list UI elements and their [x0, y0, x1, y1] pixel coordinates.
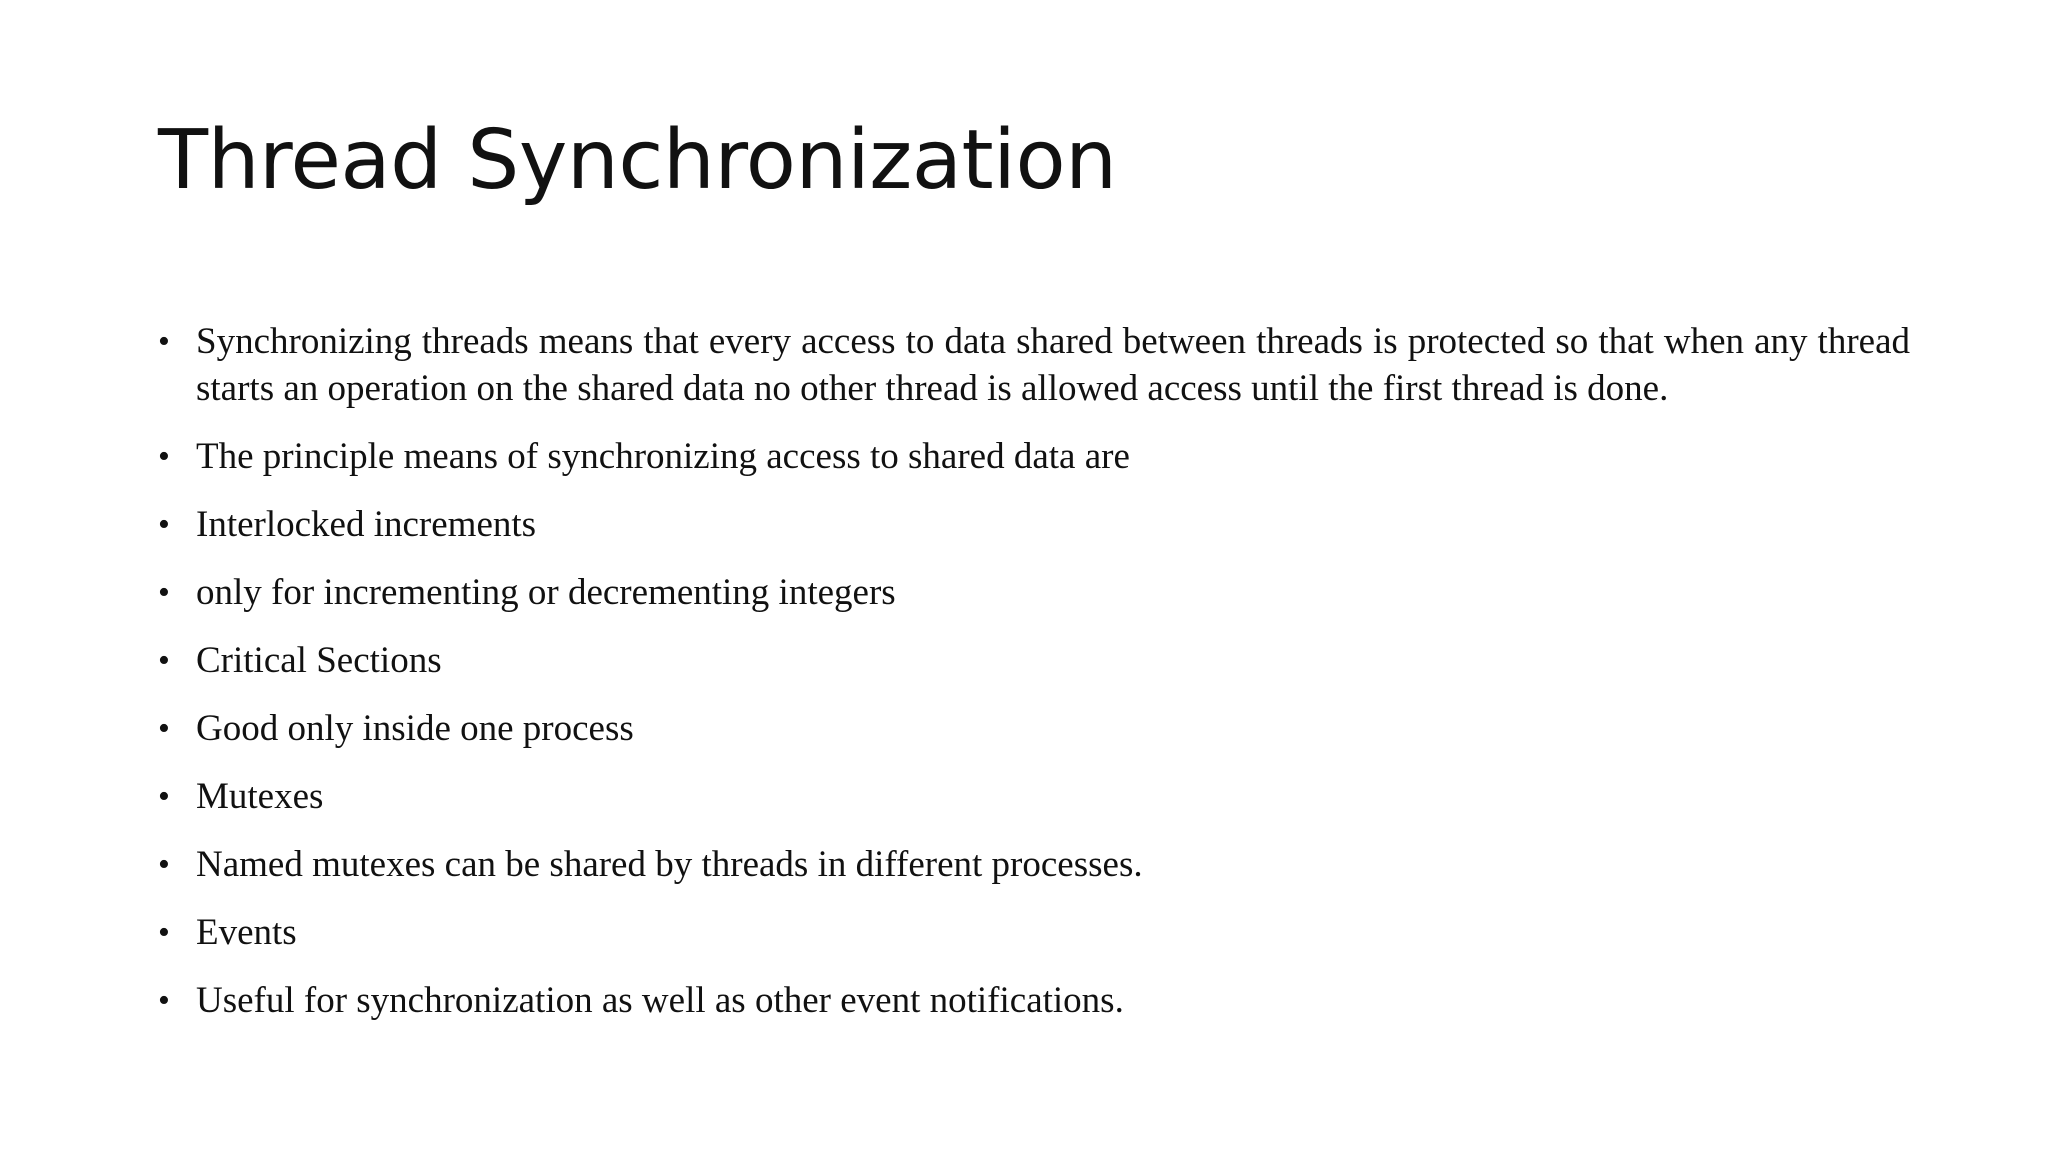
bullet-item	[158, 637, 1910, 684]
bullet-text: Critical Sections	[196, 640, 442, 681]
bullet-item	[158, 841, 1910, 888]
bullet-dot-icon: •	[158, 642, 170, 679]
bullet-text: Mutexes	[196, 776, 324, 817]
bullet-item	[158, 501, 1910, 548]
bullet-dot-icon: •	[158, 710, 170, 747]
bullet-dot-icon: •	[158, 778, 170, 815]
bullet-item	[158, 433, 1910, 480]
slide-title: Thread Synchronization	[158, 113, 1117, 208]
bullet-dot-icon: •	[158, 506, 170, 543]
bullet-text: Useful for synchronization as well as other event notifications.	[196, 980, 1124, 1021]
bullet-text: Interlocked increments	[196, 504, 537, 545]
bullet-text: Named mutexes can be shared by threads in different processes.	[196, 844, 1143, 885]
bullet-dot-icon: •	[158, 846, 170, 883]
bullet-list	[158, 318, 1910, 1045]
bullet-text: Good only inside one process	[196, 708, 634, 749]
bullet-text: only for incrementing or decrementing integers	[196, 572, 896, 613]
bullet-dot-icon: •	[158, 438, 170, 475]
bullet-dot-icon: •	[158, 982, 170, 1019]
bullet-text: Events	[196, 912, 297, 953]
bullet-item	[158, 773, 1910, 820]
bullet-dot-icon: •	[158, 574, 170, 611]
bullet-item	[158, 318, 1910, 412]
bullet-dot-icon: •	[158, 323, 170, 360]
bullet-item	[158, 909, 1910, 956]
bullet-text: The principle means of synchronizing access to shared data are	[196, 436, 1130, 477]
bullet-item	[158, 705, 1910, 752]
bullet-dot-icon: •	[158, 914, 170, 951]
bullet-text: Synchronizing threads means that every access to data shared between threads is protected so that when any thread starts an operation on the shared data no other thread is allowed access until the first thread is done.	[196, 321, 1910, 409]
bullet-item	[158, 569, 1910, 616]
bullet-item	[158, 977, 1910, 1024]
